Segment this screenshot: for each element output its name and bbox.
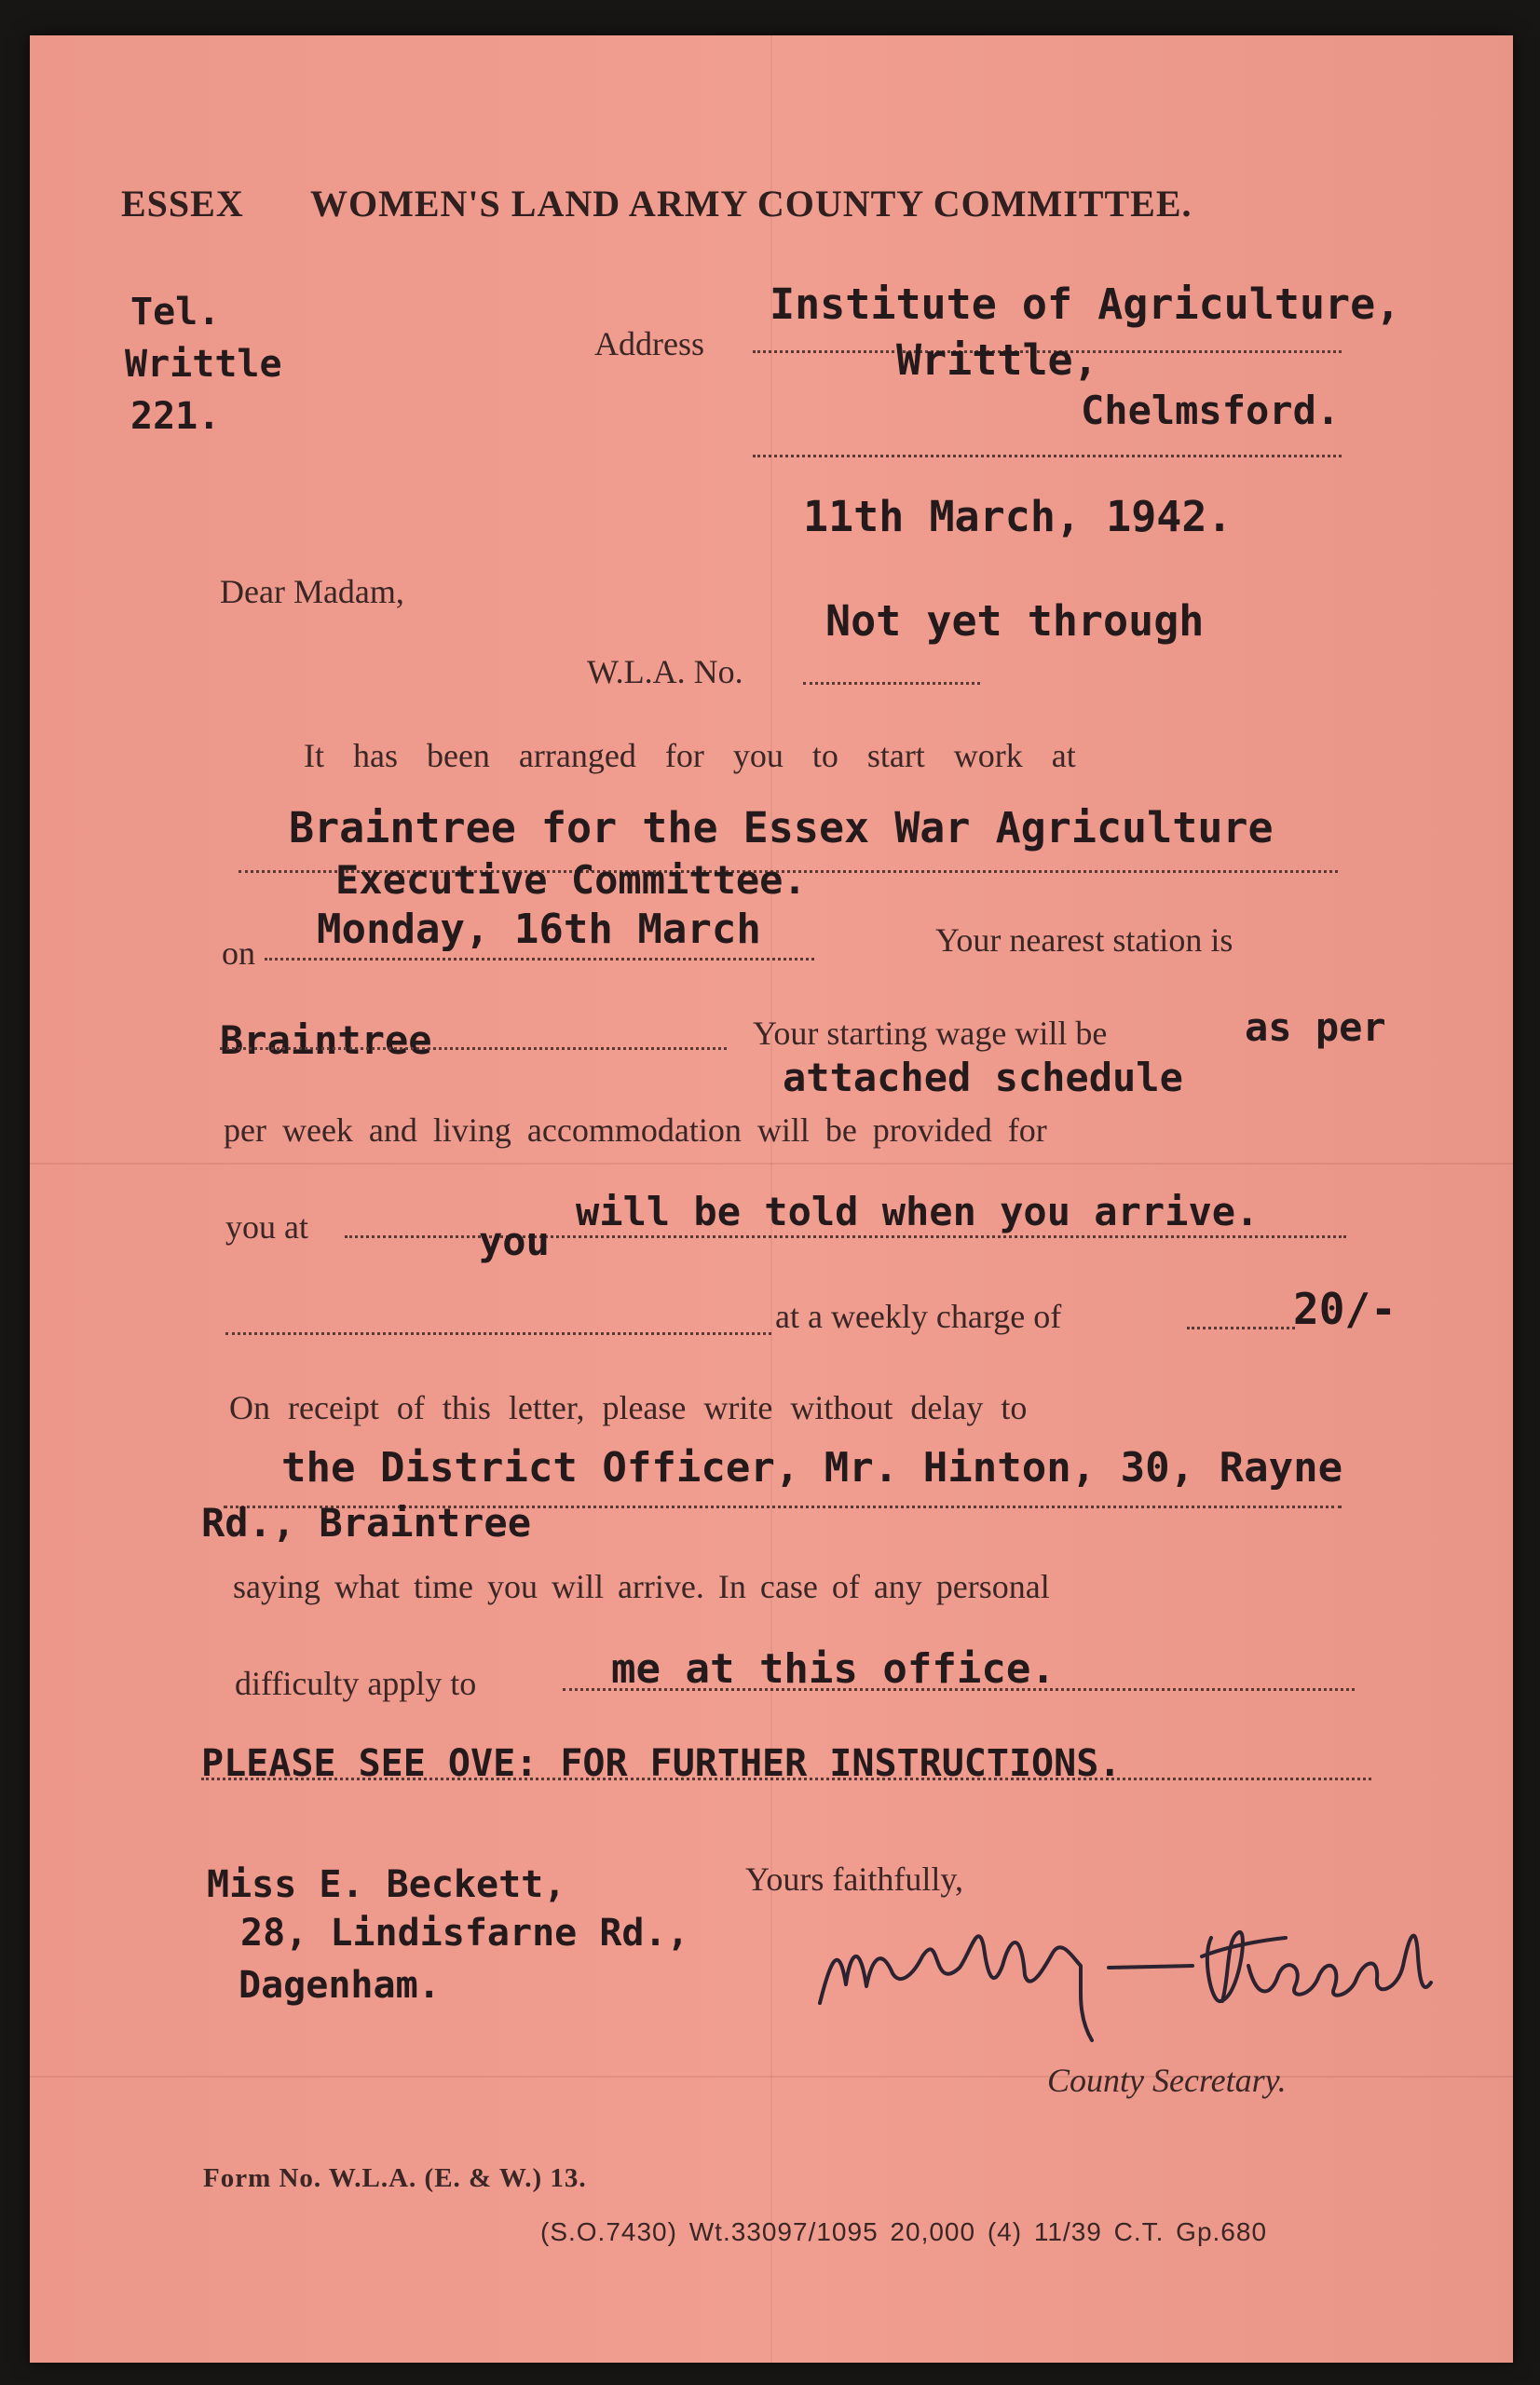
you-at-label: you at	[225, 1208, 308, 1246]
dotted-rule	[225, 1332, 771, 1335]
station-value: Braintree	[220, 1017, 432, 1063]
arrive-text: saying what time you will arrive. In case of any personal	[233, 1568, 1050, 1605]
salutation: Dear Madam,	[220, 573, 404, 610]
dotted-rule	[753, 455, 1342, 457]
dotted-rule	[220, 1047, 727, 1050]
address-label: Address	[594, 325, 704, 362]
form-number: Form No. W.L.A. (E. & W.) 13.	[203, 2163, 587, 2193]
on-label: on	[222, 934, 255, 972]
you-at-value-2: will be told when you arrive.	[576, 1189, 1260, 1234]
dotted-rule	[803, 682, 980, 685]
receipt-text: On receipt of this letter, please write without delay to	[229, 1389, 1028, 1426]
wage-value-1: as per	[1245, 1004, 1386, 1050]
tel-exchange: Writtle	[125, 343, 282, 386]
wage-label: Your starting wage will be	[753, 1015, 1108, 1052]
address-line-3: Chelmsford.	[1081, 388, 1341, 433]
charge-value: 20/-	[1293, 1284, 1397, 1334]
signatory-title: County Secretary.	[1047, 2062, 1287, 2099]
difficulty-label: difficulty apply to	[235, 1665, 477, 1702]
address-line-2: Writtle,	[896, 335, 1098, 385]
tel-number: 221.	[130, 395, 221, 438]
recipient-town: Dagenham.	[238, 1964, 441, 2007]
accommodation-text: per week and living accommodation will be provided for	[224, 1111, 1047, 1149]
wage-value-2: attached schedule	[783, 1055, 1183, 1100]
letter-date: 11th March, 1942.	[803, 492, 1233, 541]
officer-line-1: the District Officer, Mr. Hinton, 30, Rayne	[281, 1444, 1343, 1492]
see-over-note: PLEASE SEE OVE: FOR FURTHER INSTRUCTIONS.	[201, 1742, 1122, 1785]
print-code: (S.O.7430) Wt.33097/1095 20,000 (4) 11/39 C.T. Gp.680	[540, 2217, 1268, 2246]
dotted-rule	[1187, 1327, 1295, 1329]
station-label: Your nearest station is	[935, 921, 1233, 959]
difficulty-value: me at this office.	[611, 1645, 1056, 1693]
closing: Yours faithfully,	[745, 1860, 964, 1898]
tel-label: Tel.	[130, 291, 221, 334]
wla-number-label: W.L.A. No.	[587, 653, 743, 690]
recipient-street: 28, Lindisfarne Rd.,	[240, 1912, 689, 1955]
workplace-line-2: Executive Committee.	[335, 857, 807, 903]
letterhead-county: ESSEX	[121, 183, 244, 225]
wla-number-value: Not yet through	[825, 596, 1205, 646]
workplace-line-1: Braintree for the Essex War Agriculture	[289, 803, 1274, 852]
you-at-value-1: you	[479, 1219, 550, 1264]
officer-line-2: Rd., Braintree	[201, 1500, 532, 1546]
letterhead-title: WOMEN'S LAND ARMY COUNTY COMMITTEE.	[310, 183, 1192, 225]
start-date: Monday, 16th March	[317, 906, 761, 953]
intro-text: It has been arranged for you to start work at	[304, 737, 1076, 774]
dotted-rule	[265, 958, 814, 961]
handwritten-signature	[801, 1901, 1453, 2050]
address-line-1: Institute of Agriculture,	[770, 279, 1401, 329]
recipient-name: Miss E. Beckett,	[207, 1863, 566, 1906]
charge-label: at a weekly charge of	[775, 1298, 1062, 1335]
